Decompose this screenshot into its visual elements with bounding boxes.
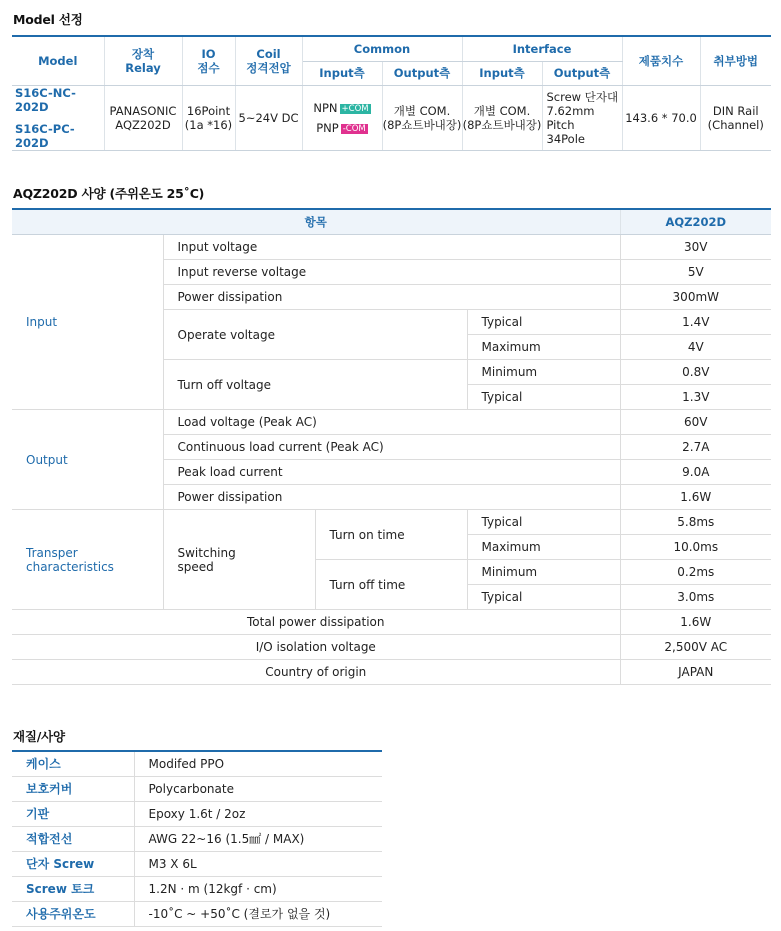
header-interface: Interface xyxy=(462,36,622,61)
spec-label: Peak load current xyxy=(163,460,620,485)
material-key: 사용주위온도 xyxy=(12,902,134,927)
spec-value: 5V xyxy=(620,260,771,285)
material-value: M3 X 6L xyxy=(134,852,382,877)
material-value: Polycarbonate xyxy=(134,777,382,802)
npn-com-badge: +COM xyxy=(341,103,369,114)
header-relay: 장착 Relay xyxy=(104,36,182,85)
common-input-cell xyxy=(302,85,382,150)
spec-label: Load voltage (Peak AC) xyxy=(163,410,620,435)
material-value: 1.2N · m (12kgf · cm) xyxy=(134,877,382,902)
spec-value: 1.6W xyxy=(620,610,771,635)
spec-label: Power dissipation xyxy=(163,485,620,510)
spec-label: Turn off time xyxy=(315,560,467,610)
header-model: Model xyxy=(12,36,104,85)
spec-label: Turn on time xyxy=(315,510,467,560)
spec-condition: Maximum xyxy=(467,335,620,360)
spec-value: 1.6W xyxy=(620,485,771,510)
spec-value: 3.0ms xyxy=(620,585,771,610)
common-output-cell: 개별 COM. (8P쇼트바내장) xyxy=(382,85,462,150)
spec-condition: Typical xyxy=(467,585,620,610)
spec-value: 30V xyxy=(620,235,771,260)
spec-table xyxy=(12,208,771,685)
header-interface-input: Input측 xyxy=(462,61,542,85)
io-cell: 16Point (1a *16) xyxy=(182,85,235,150)
material-table xyxy=(12,750,382,927)
material-title: 재질/사양 xyxy=(13,729,65,744)
spec-label: Operate voltage xyxy=(163,310,467,360)
spec-value: 1.3V xyxy=(620,385,771,410)
table-row xyxy=(12,802,382,827)
model-pc: S16C-PC-202D xyxy=(15,121,75,150)
spec-title: AQZ202D 사양 (주위온도 25˚C) xyxy=(13,186,205,201)
spec-value: 4V xyxy=(620,335,771,360)
table-row xyxy=(12,877,382,902)
model-names-cell xyxy=(12,85,104,150)
spec-value: 60V xyxy=(620,410,771,435)
material-key: 보호커버 xyxy=(12,777,134,802)
spec-label: Country of origin xyxy=(12,660,620,685)
spec-label: Continuous load current (Peak AC) xyxy=(163,435,620,460)
spec-condition: Typical xyxy=(467,310,620,335)
spec-label: I/O isolation voltage xyxy=(12,635,620,660)
mount-cell: DIN Rail (Channel) xyxy=(700,85,771,150)
material-key: 적합전선 xyxy=(12,827,134,852)
spec-condition: Maximum xyxy=(467,535,620,560)
material-key: 케이스 xyxy=(12,751,134,777)
model-selection-title: Model 선정 xyxy=(13,12,83,27)
header-common: Common xyxy=(302,36,462,61)
material-key: Screw 토크 xyxy=(12,877,134,902)
pnp-com-badge: -COM xyxy=(342,123,366,134)
header-value: AQZ202D xyxy=(620,209,771,235)
spec-label: Input reverse voltage xyxy=(163,260,620,285)
table-row xyxy=(12,902,382,927)
spec-value: 2.7A xyxy=(620,435,771,460)
relay-cell: PANASONIC AQZ202D xyxy=(104,85,182,150)
material-value: AWG 22~16 (1.5㎟ / MAX) xyxy=(134,827,382,852)
spec-value: 300mW xyxy=(620,285,771,310)
table-row xyxy=(12,852,382,877)
model-nc: S16C-NC-202D xyxy=(15,85,76,114)
material-key: 단자 Screw xyxy=(12,852,134,877)
size-cell: 143.6 * 70.0 xyxy=(622,85,700,150)
material-value: Modifed PPO xyxy=(134,751,382,777)
header-size: 제품치수 xyxy=(622,36,700,85)
spec-value: 10.0ms xyxy=(620,535,771,560)
header-coil: Coil 정격전압 xyxy=(235,36,302,85)
header-interface-output: Output측 xyxy=(542,61,622,85)
header-mount: 취부방법 xyxy=(700,36,771,85)
pnp-label: PNP xyxy=(316,120,339,135)
header-item: 항목 xyxy=(12,209,620,235)
spec-condition: Typical xyxy=(467,510,620,535)
spec-label: Power dissipation xyxy=(163,285,620,310)
coil-cell: 5~24V DC xyxy=(235,85,302,150)
group-input: Input xyxy=(12,235,163,410)
material-key: 기판 xyxy=(12,802,134,827)
header-common-input: Input측 xyxy=(302,61,382,85)
group-output: Output xyxy=(12,410,163,510)
table-row xyxy=(12,751,382,777)
spec-condition: Minimum xyxy=(467,560,620,585)
model-selection-table xyxy=(12,35,771,151)
spec-label: Total power dissipation xyxy=(12,610,620,635)
npn-label: NPN xyxy=(313,100,338,115)
header-common-output: Output측 xyxy=(382,61,462,85)
table-row xyxy=(12,827,382,852)
interface-output-cell: Screw 단자대 7.62mm Pitch 34Pole xyxy=(542,85,622,150)
header-io: IO 점수 xyxy=(182,36,235,85)
spec-value: JAPAN xyxy=(620,660,771,685)
material-value: -10˚C ~ +50˚C (결로가 없을 것) xyxy=(134,902,382,927)
switching-speed-label: Switching speed xyxy=(163,510,315,610)
spec-value: 0.8V xyxy=(620,360,771,385)
spec-value: 5.8ms xyxy=(620,510,771,535)
spec-condition: Minimum xyxy=(467,360,620,385)
material-value: Epoxy 1.6t / 2oz xyxy=(134,802,382,827)
interface-input-cell: 개별 COM. (8P쇼트바내장) xyxy=(462,85,542,150)
group-transfer: Transper characteristics xyxy=(12,510,163,610)
table-row xyxy=(12,777,382,802)
spec-value: 2,500V AC xyxy=(620,635,771,660)
spec-condition: Typical xyxy=(467,385,620,410)
spec-label: Input voltage xyxy=(163,235,620,260)
spec-label: Turn off voltage xyxy=(163,360,467,410)
spec-value: 0.2ms xyxy=(620,560,771,585)
spec-value: 9.0A xyxy=(620,460,771,485)
spec-value: 1.4V xyxy=(620,310,771,335)
